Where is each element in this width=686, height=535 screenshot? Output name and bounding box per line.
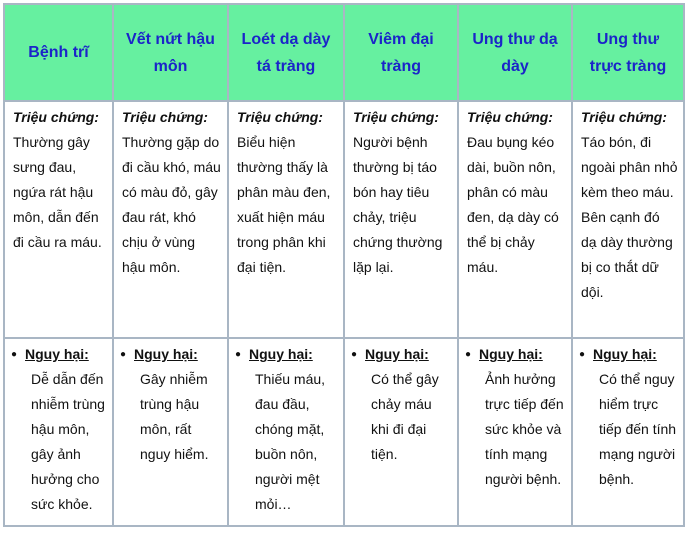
harms-row: [4, 338, 684, 526]
harm-text: Có thể nguy hiểm trực tiếp đến tính mạng người bệnh.: [599, 371, 677, 487]
harm-label: Nguy hại:: [25, 346, 89, 362]
harm-text: Ảnh hưởng trực tiếp đến sức khỏe và tính mạng người bệnh.: [485, 371, 564, 487]
symptom-text: Táo bón, đi ngoài phân nhỏ kèm theo máu. Bên cạnh đó dạ dày thường bị co thắt dữ dội.: [581, 134, 678, 300]
harm-text: Dễ dẫn đến nhiễm trùng hậu môn, gây ảnh hưởng cho sức khỏe.: [31, 371, 105, 512]
symptom-cell: [572, 101, 684, 338]
harm-label: Nguy hại:: [134, 346, 198, 362]
symptom-text: Đau bụng kéo dài, buồn nôn, phân có màu đen, dạ dày có thể bị chảy máu.: [467, 134, 559, 275]
symptom-text: Thường gặp do đi cầu khó, máu có màu đỏ, gây đau rát, khó chịu ở vùng hậu môn.: [122, 134, 221, 275]
header-colitis: Viêm đại tràng: [344, 4, 458, 101]
header-hemorrhoids: Bệnh trĩ: [4, 4, 113, 101]
header-stomach-cancer: Ung thư dạ dày: [458, 4, 572, 101]
symptom-text: Thường gây sưng đau, ngứa rát hậu môn, dẫn đến đi cầu ra máu.: [13, 134, 102, 250]
disease-comparison-table: [3, 3, 685, 527]
harm-cell: [4, 338, 113, 526]
symptom-label: Triệu chứng:: [13, 109, 99, 125]
bullet-icon: ●: [235, 349, 242, 360]
bullet-icon: ●: [351, 349, 358, 360]
harm-label: Nguy hại:: [365, 346, 429, 362]
bullet-icon: ●: [120, 349, 127, 360]
symptom-label: Triệu chứng:: [581, 109, 667, 125]
symptom-cell: [344, 101, 458, 338]
symptom-label: Triệu chứng:: [237, 109, 323, 125]
harm-text: Có thể gây chảy máu khi đi đại tiện.: [371, 371, 439, 462]
symptom-label: Triệu chứng:: [353, 109, 439, 125]
harm-text: Gây nhiễm trùng hậu môn, rất nguy hiểm.: [140, 371, 209, 462]
header-peptic-ulcer: Loét dạ dày tá tràng: [228, 4, 344, 101]
symptom-label: Triệu chứng:: [467, 109, 553, 125]
symptom-label: Triệu chứng:: [122, 109, 208, 125]
symptom-cell: [228, 101, 344, 338]
header-row: [4, 4, 684, 101]
symptoms-row: [4, 101, 684, 338]
symptom-text: Biểu hiện thường thấy là phân màu đen, xuất hiện máu trong phân khi đại tiện.: [237, 134, 331, 275]
bullet-icon: ●: [579, 349, 586, 360]
symptom-cell: [113, 101, 228, 338]
harm-cell: [344, 338, 458, 526]
harm-cell: [228, 338, 344, 526]
harm-text: Thiếu máu, đau đầu, chóng mặt, buồn nôn, người mệt mỏi…: [255, 371, 326, 512]
symptom-cell: [4, 101, 113, 338]
header-rectal-cancer: Ung thư trực tràng: [572, 4, 684, 101]
symptom-text: Người bệnh thường bị táo bón hay tiêu chảy, triệu chứng thường lặp lại.: [353, 134, 443, 275]
harm-cell: [458, 338, 572, 526]
harm-label: Nguy hại:: [249, 346, 313, 362]
bullet-icon: ●: [11, 349, 18, 360]
harm-cell: [113, 338, 228, 526]
harm-label: Nguy hại:: [593, 346, 657, 362]
harm-label: Nguy hại:: [479, 346, 543, 362]
header-anal-fissure: Vết nứt hậu môn: [113, 4, 228, 101]
symptom-cell: [458, 101, 572, 338]
harm-cell: [572, 338, 684, 526]
bullet-icon: ●: [465, 349, 472, 360]
